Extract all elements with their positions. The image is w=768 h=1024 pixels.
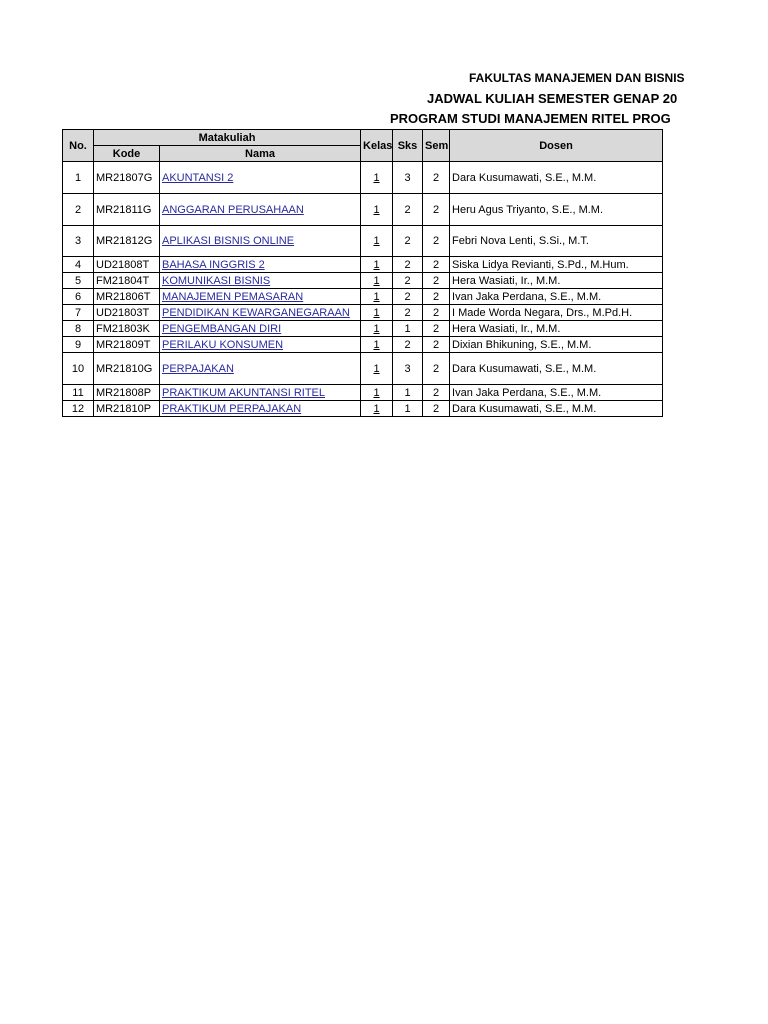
- course-name-link[interactable]: PERILAKU KONSUMEN: [162, 338, 284, 351]
- table-row: [63, 305, 663, 321]
- row-number: 2: [63, 194, 94, 226]
- course-name-link[interactable]: PENDIDIKAN KEWARGANEGARAAN: [162, 306, 350, 319]
- credits: 2: [393, 289, 423, 305]
- program-title: PROGRAM STUDI MANAJEMEN RITEL PROG: [390, 111, 671, 126]
- table-row: [63, 353, 663, 385]
- header-matakuliah: Matakuliah: [94, 130, 361, 146]
- course-name-cell: [160, 385, 361, 401]
- course-name-link[interactable]: AKUNTANSI 2: [162, 171, 234, 184]
- row-number: 3: [63, 226, 94, 257]
- schedule-title: JADWAL KULIAH SEMESTER GENAP 20: [427, 91, 678, 106]
- course-code: MR21810P: [94, 401, 160, 417]
- course-name-link[interactable]: MANAJEMEN PEMASARAN: [162, 290, 304, 303]
- table-row: [63, 162, 663, 194]
- header-sks: Sks: [393, 130, 423, 162]
- course-name-cell: [160, 226, 361, 257]
- course-code: MR21811G: [94, 194, 160, 226]
- semester: 2: [423, 385, 450, 401]
- semester: 2: [423, 337, 450, 353]
- semester: 2: [423, 257, 450, 273]
- course-code: MR21810G: [94, 353, 160, 385]
- lecturer: Dixian Bhikuning, S.E., M.M.: [450, 337, 663, 353]
- course-name-cell: [160, 321, 361, 337]
- course-code: FM21803K: [94, 321, 160, 337]
- row-number: 9: [63, 337, 94, 353]
- course-code: MR21807G: [94, 162, 160, 194]
- schedule-table: [62, 129, 663, 417]
- semester: 2: [423, 401, 450, 417]
- semester: 2: [423, 194, 450, 226]
- course-name-cell: [160, 337, 361, 353]
- lecturer: Febri Nova Lenti, S.Si., M.T.: [450, 226, 663, 257]
- course-name-link[interactable]: PRAKTIKUM PERPAJAKAN: [162, 402, 302, 415]
- course-code: MR21812G: [94, 226, 160, 257]
- course-name-link[interactable]: APLIKASI BISNIS ONLINE: [162, 235, 295, 247]
- course-name-link[interactable]: PENGEMBANGAN DIRI: [162, 322, 282, 335]
- class-cell: [361, 162, 393, 194]
- course-name-cell: [160, 162, 361, 194]
- table-row: [63, 337, 663, 353]
- header-kelas: Kelas: [361, 130, 393, 162]
- class-cell: [361, 289, 393, 305]
- course-name-cell: [160, 353, 361, 385]
- table-row: [63, 273, 663, 289]
- course-code: MR21808P: [94, 385, 160, 401]
- course-name-link[interactable]: BAHASA INGGRIS 2: [162, 258, 265, 271]
- row-number: 7: [63, 305, 94, 321]
- row-number: 8: [63, 321, 94, 337]
- credits: 2: [393, 305, 423, 321]
- class-cell: [361, 353, 393, 385]
- lecturer: Ivan Jaka Perdana, S.E., M.M.: [450, 289, 663, 305]
- class-link[interactable]: 1: [373, 338, 380, 351]
- table-row: [63, 226, 663, 257]
- class-cell: [361, 385, 393, 401]
- course-code: MR21806T: [94, 289, 160, 305]
- lecturer: Dara Kusumawati, S.E., M.M.: [450, 162, 663, 194]
- course-name-cell: [160, 289, 361, 305]
- class-link[interactable]: 1: [373, 203, 380, 216]
- class-link[interactable]: 1: [373, 258, 380, 271]
- lecturer: Heru Agus Triyanto, S.E., M.M.: [450, 194, 663, 226]
- lecturer: Hera Wasiati, Ir., M.M.: [450, 321, 663, 337]
- class-cell: [361, 401, 393, 417]
- credits: 1: [393, 385, 423, 401]
- credits: 2: [393, 273, 423, 289]
- row-number: 5: [63, 273, 94, 289]
- semester: 2: [423, 162, 450, 194]
- credits: 3: [393, 353, 423, 385]
- lecturer: Siska Lidya Revianti, S.Pd., M.Hum.: [450, 257, 663, 273]
- table-row: [63, 321, 663, 337]
- class-link[interactable]: 1: [373, 235, 380, 247]
- credits: 2: [393, 226, 423, 257]
- class-link[interactable]: 1: [373, 402, 380, 415]
- class-cell: [361, 194, 393, 226]
- class-link[interactable]: 1: [373, 362, 380, 375]
- course-name-cell: [160, 273, 361, 289]
- credits: 1: [393, 401, 423, 417]
- row-number: 1: [63, 162, 94, 194]
- faculty-title: FAKULTAS MANAJEMEN DAN BISNIS: [469, 71, 685, 85]
- class-cell: [361, 305, 393, 321]
- header-nama: Nama: [160, 146, 361, 162]
- lecturer: Hera Wasiati, Ir., M.M.: [450, 273, 663, 289]
- header-sem: Sem: [423, 130, 450, 162]
- course-name-link[interactable]: KOMUNIKASI BISNIS: [162, 274, 271, 287]
- class-link[interactable]: 1: [373, 274, 380, 287]
- class-link[interactable]: 1: [373, 290, 380, 303]
- course-code: UD21808T: [94, 257, 160, 273]
- course-name-cell: [160, 401, 361, 417]
- class-cell: [361, 337, 393, 353]
- lecturer: I Made Worda Negara, Drs., M.Pd.H.: [450, 305, 663, 321]
- semester: 2: [423, 226, 450, 257]
- semester: 2: [423, 289, 450, 305]
- class-cell: [361, 226, 393, 257]
- table-row: [63, 385, 663, 401]
- course-code: UD21803T: [94, 305, 160, 321]
- credits: 2: [393, 194, 423, 226]
- semester: 2: [423, 353, 450, 385]
- class-link[interactable]: 1: [373, 386, 380, 399]
- class-cell: [361, 273, 393, 289]
- class-cell: [361, 321, 393, 337]
- credits: 2: [393, 337, 423, 353]
- course-code: FM21804T: [94, 273, 160, 289]
- course-name-link[interactable]: PRAKTIKUM AKUNTANSI RITEL: [162, 386, 325, 399]
- header-dosen: Dosen: [450, 130, 663, 162]
- class-cell: [361, 257, 393, 273]
- table-row: [63, 401, 663, 417]
- course-code: MR21809T: [94, 337, 160, 353]
- lecturer: Dara Kusumawati, S.E., M.M.: [450, 401, 663, 417]
- table-row: [63, 257, 663, 273]
- row-number: 10: [63, 353, 94, 385]
- course-name-link[interactable]: PERPAJAKAN: [162, 362, 234, 375]
- table-row: [63, 194, 663, 226]
- lecturer: Ivan Jaka Perdana, S.E., M.M.: [450, 385, 663, 401]
- semester: 2: [423, 321, 450, 337]
- credits: 2: [393, 257, 423, 273]
- course-name-cell: [160, 194, 361, 226]
- class-link[interactable]: 1: [373, 306, 380, 319]
- class-link[interactable]: 1: [373, 322, 380, 335]
- row-number: 11: [63, 385, 94, 401]
- row-number: 4: [63, 257, 94, 273]
- header-no: No.: [63, 130, 94, 162]
- course-name-cell: [160, 305, 361, 321]
- row-number: 6: [63, 289, 94, 305]
- course-name-link[interactable]: ANGGARAN PERUSAHAAN: [162, 203, 304, 216]
- semester: 2: [423, 305, 450, 321]
- credits: 3: [393, 162, 423, 194]
- row-number: 12: [63, 401, 94, 417]
- lecturer: Dara Kusumawati, S.E., M.M.: [450, 353, 663, 385]
- course-name-cell: [160, 257, 361, 273]
- credits: 1: [393, 321, 423, 337]
- header-kode: Kode: [94, 146, 160, 162]
- semester: 2: [423, 273, 450, 289]
- class-link[interactable]: 1: [373, 171, 380, 184]
- table-row: [63, 289, 663, 305]
